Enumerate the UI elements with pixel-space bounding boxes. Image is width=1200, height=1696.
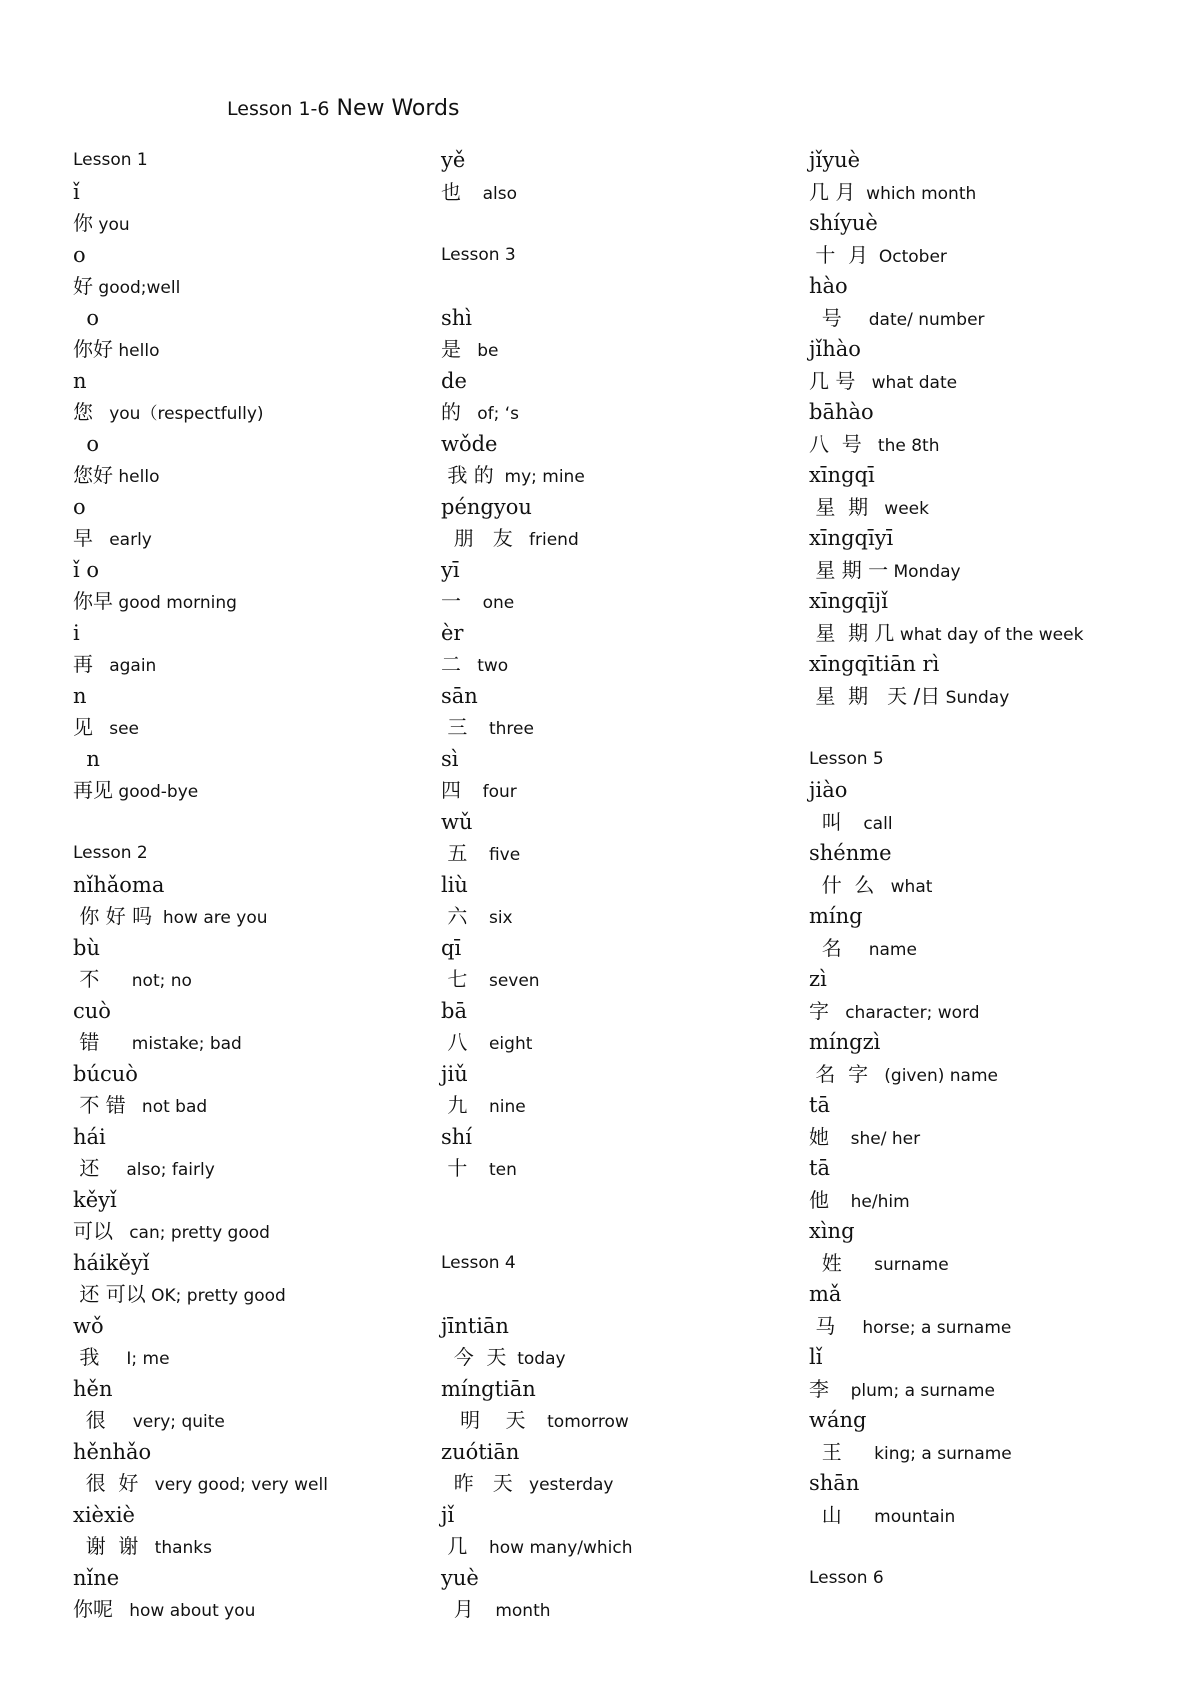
hanzi-text: 山 [809, 1502, 842, 1527]
pinyin-line: nǐne [73, 1565, 120, 1590]
vocab-column-3 [809, 145, 1083, 1594]
hanzi-text: 昨 天 [441, 1471, 513, 1495]
vocab-entry [809, 1311, 1083, 1343]
lesson-heading: Lesson 3 [441, 244, 516, 265]
vocab-entry [73, 1468, 328, 1500]
pinyin-line: de [441, 368, 467, 393]
pinyin-line: míngtiān [441, 1376, 536, 1401]
pinyin-line: mǎ [809, 1282, 842, 1306]
vocab-entry [441, 1027, 633, 1059]
hanzi-text: 可以 [73, 1219, 113, 1243]
pinyin-line: yě [441, 148, 466, 172]
pinyin-line: shénme [809, 841, 892, 865]
english-gloss: mountain [841, 1506, 956, 1527]
vocab-entry [73, 712, 328, 744]
hanzi-text: 月 [441, 1597, 474, 1621]
vocab-entry [809, 1059, 1083, 1091]
vocab-entry [441, 1342, 633, 1374]
vocab-entry [441, 1090, 633, 1122]
vocab-entry [441, 523, 633, 555]
english-gloss: very good; very well [138, 1475, 328, 1495]
hanzi-text: 还 [73, 1156, 100, 1180]
vocab-entry [73, 397, 328, 429]
pinyin-line: lǐ [809, 1345, 823, 1369]
vocab-entry [809, 618, 1083, 650]
hanzi-text: 朋 友 [441, 526, 513, 550]
hanzi-text: 明 天 [441, 1408, 526, 1432]
vocab-entry [73, 1027, 328, 1059]
vocab-entry [441, 334, 633, 366]
hanzi-text: 星 期 天 /日 [809, 683, 941, 708]
vocab-entry [809, 933, 1083, 965]
hanzi-text: 他 [809, 1187, 829, 1212]
vocab-entry [73, 649, 328, 681]
vocab-column-2 [441, 145, 633, 1626]
english-gloss: very; quite [105, 1412, 225, 1432]
vocab-entry [441, 964, 633, 996]
pinyin-line: o [73, 242, 86, 267]
english-gloss: you（respectfully) [93, 404, 264, 424]
hanzi-text: 几 月 [809, 179, 856, 204]
vocab-entry [809, 555, 1083, 587]
pinyin-line: hái [73, 1124, 106, 1149]
blank-line [441, 1216, 633, 1248]
pinyin-line: qī [441, 935, 462, 960]
vocab-entry [73, 1405, 328, 1437]
english-gloss: date/ number [841, 309, 985, 330]
hanzi-text: 再 [73, 652, 93, 676]
pinyin-line: èr [441, 620, 464, 645]
english-gloss: name [841, 939, 917, 960]
hanzi-text: 不 [73, 967, 100, 991]
english-gloss: how are you [152, 908, 268, 928]
pinyin-line: tā [809, 1156, 830, 1180]
hanzi-text: 星 期 几 [809, 620, 895, 645]
blank-line [441, 1279, 633, 1311]
english-gloss: can; pretty good [113, 1223, 270, 1243]
vocab-entry [73, 775, 328, 807]
vocab-entry [809, 1500, 1083, 1532]
english-gloss: hello [113, 467, 160, 487]
english-gloss: October [868, 246, 947, 267]
pinyin-line: o [73, 431, 99, 456]
english-gloss: mistake; bad [99, 1034, 242, 1054]
hanzi-text: 号 [809, 305, 842, 330]
hanzi-text: 四 [441, 778, 461, 802]
english-gloss: you [93, 215, 130, 235]
english-gloss: today [506, 1349, 566, 1369]
vocab-entry [73, 586, 328, 618]
pinyin-line: zì [809, 967, 827, 991]
hanzi-text: 星 期 [809, 494, 869, 519]
pinyin-line: jiǔ [441, 1061, 468, 1086]
english-gloss: see [93, 719, 139, 739]
vocab-entry [809, 1374, 1083, 1406]
pinyin-line: xièxiè [73, 1502, 135, 1527]
vocab-entry [73, 964, 328, 996]
hanzi-text: 很 好 [73, 1471, 139, 1495]
english-gloss: character; word [829, 1002, 980, 1023]
pinyin-line: háikěyǐ [73, 1250, 150, 1275]
vocab-entry [441, 586, 633, 618]
english-gloss: king; a surname [841, 1443, 1012, 1464]
blank-line [441, 208, 633, 240]
vocab-entry [73, 1216, 328, 1248]
hanzi-text: 还 可以 [73, 1282, 146, 1306]
english-gloss: how many/which [467, 1538, 633, 1558]
pinyin-line: sān [441, 683, 478, 708]
english-gloss: OK; pretty good [145, 1286, 286, 1306]
pinyin-line: hào [809, 274, 848, 298]
vocab-entry [809, 870, 1083, 902]
vocab-entry [809, 366, 1083, 398]
vocab-entry [441, 775, 633, 807]
hanzi-text: 姓 [809, 1250, 842, 1275]
hanzi-text: 今 天 [441, 1345, 507, 1369]
vocab-entry [809, 681, 1083, 713]
hanzi-text: 王 [809, 1439, 842, 1464]
english-gloss: month [473, 1601, 551, 1621]
page-title [227, 96, 459, 121]
title-lesson-range: Lesson 1-6 [227, 98, 330, 120]
hanzi-text: 九 [441, 1093, 468, 1117]
pinyin-line: shíyuè [809, 211, 878, 235]
vocab-entry [73, 208, 328, 240]
pinyin-line: hěn [73, 1376, 113, 1401]
english-gloss: five [467, 845, 521, 865]
pinyin-line: shì [441, 305, 473, 330]
lesson-heading: Lesson 2 [73, 843, 148, 863]
hanzi-text: 很 [73, 1408, 106, 1432]
pinyin-line: jīntiān [441, 1313, 509, 1338]
hanzi-text: 您好 [73, 463, 113, 487]
vocab-entry [441, 649, 633, 681]
pinyin-line: shí [441, 1124, 473, 1149]
hanzi-text: 我 [73, 1345, 100, 1369]
pinyin-line: nǐhǎoma [73, 872, 165, 897]
hanzi-text: 五 [441, 841, 468, 865]
pinyin-line: wǔ [441, 809, 473, 834]
vocab-entry [441, 1153, 633, 1185]
english-gloss: not bad [125, 1097, 208, 1117]
hanzi-text: 八 [441, 1030, 468, 1054]
english-gloss: the 8th [861, 435, 940, 456]
hanzi-text: 字 [809, 998, 829, 1023]
hanzi-text: 你 [73, 211, 93, 235]
english-gloss: good;well [93, 278, 181, 298]
blank-line [809, 712, 1083, 744]
english-gloss: horse; a surname [835, 1317, 1012, 1338]
vocab-entry [73, 1279, 328, 1311]
vocab-entry [441, 1531, 633, 1563]
english-gloss: my; mine [493, 467, 585, 487]
english-gloss: three [467, 719, 534, 739]
hanzi-text: 再见 [73, 778, 113, 802]
english-gloss: I; me [99, 1349, 170, 1369]
pinyin-line: bù [73, 935, 100, 960]
english-gloss: also [461, 183, 518, 204]
vocab-entry [441, 397, 633, 429]
hanzi-text: 什 么 [809, 872, 875, 897]
english-gloss: which month [855, 183, 977, 204]
pinyin-line: jǐyuè [809, 148, 861, 172]
pinyin-line: n [73, 368, 87, 393]
hanzi-text: 六 [441, 904, 468, 928]
vocab-entry [441, 712, 633, 744]
hanzi-text: 是 [441, 337, 461, 361]
vocab-entry [441, 901, 633, 933]
english-gloss: Sunday [940, 687, 1010, 708]
vocab-entry [809, 1185, 1083, 1217]
vocab-entry [73, 1153, 328, 1185]
lesson-heading: Lesson 6 [809, 1567, 884, 1588]
vocab-entry [809, 1122, 1083, 1154]
vocab-entry [809, 303, 1083, 335]
english-gloss: ten [467, 1160, 517, 1180]
blank-line [809, 1531, 1083, 1563]
hanzi-text: 一 [441, 589, 461, 613]
english-gloss: he/him [829, 1191, 910, 1212]
english-gloss: what [874, 876, 933, 897]
hanzi-text: 七 [441, 967, 468, 991]
pinyin-line: shān [809, 1471, 860, 1495]
pinyin-line: i [73, 620, 80, 645]
english-gloss: be [461, 341, 499, 361]
pinyin-line: liù [441, 872, 468, 897]
english-gloss: of; ‘s [461, 404, 519, 424]
english-gloss: she/ her [829, 1128, 921, 1149]
title-new-words: New Words [336, 96, 460, 121]
pinyin-line: zuótiān [441, 1439, 520, 1464]
pinyin-line: míngzì [809, 1030, 881, 1054]
lesson-heading: Lesson 5 [809, 748, 884, 769]
hanzi-text: 名 字 [809, 1061, 869, 1086]
english-gloss: thanks [138, 1538, 212, 1558]
hanzi-text: 你呢 [73, 1597, 113, 1621]
vocab-entry [809, 429, 1083, 461]
blank-line [441, 1185, 633, 1217]
english-gloss: good-bye [113, 782, 199, 802]
english-gloss: plum; a surname [829, 1380, 995, 1401]
pinyin-line: n [73, 683, 87, 708]
english-gloss: six [467, 908, 513, 928]
english-gloss: nine [467, 1097, 526, 1117]
pinyin-line: wáng [809, 1408, 867, 1432]
vocab-entry [441, 1594, 633, 1626]
hanzi-text: 我 的 [441, 463, 494, 487]
pinyin-line: jǐ [441, 1502, 455, 1527]
hanzi-text: 星 期 一 [809, 557, 889, 582]
hanzi-text: 你 好 吗 [73, 904, 153, 928]
pinyin-line: sì [441, 746, 459, 771]
vocab-entry [441, 460, 633, 492]
vocab-entry [809, 177, 1083, 209]
lesson-heading: Lesson 1 [73, 150, 148, 170]
english-gloss: eight [467, 1034, 533, 1054]
vocab-entry [441, 177, 633, 209]
pinyin-line: kěyǐ [73, 1187, 117, 1212]
pinyin-line: xīngqīyī [809, 526, 894, 550]
pinyin-line: xìng [809, 1219, 855, 1243]
hanzi-text: 好 [73, 274, 93, 298]
hanzi-text: 三 [441, 715, 468, 739]
hanzi-text: 谢 谢 [73, 1534, 139, 1558]
hanzi-text: 十 月 [809, 242, 869, 267]
vocab-entry [809, 807, 1083, 839]
hanzi-text: 不 错 [73, 1093, 126, 1117]
vocab-entry [809, 240, 1083, 272]
hanzi-text: 您 [73, 400, 93, 424]
english-gloss: call [841, 813, 893, 834]
vocab-entry [441, 838, 633, 870]
hanzi-text: 马 [809, 1313, 836, 1338]
hanzi-text: 错 [73, 1030, 100, 1054]
hanzi-text: 几 [441, 1534, 468, 1558]
english-gloss: what date [855, 372, 958, 393]
hanzi-text: 叫 [809, 809, 842, 834]
english-gloss: again [93, 656, 157, 676]
pinyin-line: bā [441, 998, 467, 1023]
english-gloss: how about you [113, 1601, 256, 1621]
english-gloss: not; no [99, 971, 192, 991]
vocab-entry [73, 1594, 328, 1626]
pinyin-line: bāhào [809, 400, 874, 424]
vocab-entry [73, 334, 328, 366]
english-gloss: yesterday [512, 1475, 614, 1495]
vocab-entry [809, 1437, 1083, 1469]
hanzi-text: 的 [441, 400, 461, 424]
english-gloss: early [93, 530, 152, 550]
hanzi-text: 早 [73, 526, 93, 550]
blank-line [73, 807, 328, 839]
vocab-column-1 [73, 145, 328, 1626]
english-gloss: seven [467, 971, 540, 991]
pinyin-line: míng [809, 904, 863, 928]
pinyin-line: xīngqītiān rì [809, 652, 940, 676]
hanzi-text: 见 [73, 715, 93, 739]
hanzi-text: 你好 [73, 337, 113, 361]
vocab-entry [809, 996, 1083, 1028]
english-gloss: surname [841, 1254, 949, 1275]
vocab-entry [441, 1468, 633, 1500]
english-gloss: also; fairly [99, 1160, 215, 1180]
pinyin-line: yī [441, 557, 460, 582]
hanzi-text: 你早 [73, 589, 113, 613]
english-gloss: what day of the week [894, 624, 1084, 645]
hanzi-text: 名 [809, 935, 842, 960]
english-gloss: friend [512, 530, 579, 550]
pinyin-line: jǐhào [809, 337, 861, 361]
vocab-entry [441, 1405, 633, 1437]
blank-line [441, 271, 633, 303]
pinyin-line: tā [809, 1093, 830, 1117]
vocab-entry [73, 523, 328, 555]
vocab-entry [73, 271, 328, 303]
hanzi-text: 十 [441, 1156, 468, 1180]
english-gloss: tomorrow [525, 1412, 629, 1432]
english-gloss: two [461, 656, 509, 676]
hanzi-text: 二 [441, 652, 461, 676]
pinyin-line: xīngqī [809, 463, 875, 487]
english-gloss: one [461, 593, 515, 613]
hanzi-text: 也 [441, 179, 461, 204]
vocab-entry [809, 492, 1083, 524]
english-gloss: Monday [888, 561, 961, 582]
hanzi-text: 她 [809, 1124, 829, 1149]
vocab-entry [809, 1248, 1083, 1280]
pinyin-line: hěnhǎo [73, 1439, 152, 1464]
english-gloss: good morning [113, 593, 237, 613]
pinyin-line: ǐ o [73, 557, 100, 582]
english-gloss: week [868, 498, 929, 519]
english-gloss: hello [113, 341, 160, 361]
pinyin-line: n [73, 746, 100, 771]
pinyin-line: jiào [809, 778, 848, 802]
pinyin-line: wǒde [441, 431, 498, 456]
pinyin-line: o [73, 494, 86, 519]
vocab-entry [73, 1342, 328, 1374]
hanzi-text: 几 号 [809, 368, 856, 393]
hanzi-text: 李 [809, 1376, 829, 1401]
english-gloss: four [461, 782, 517, 802]
hanzi-text: 八 号 [809, 431, 862, 456]
vocab-entry [73, 460, 328, 492]
pinyin-line: cuò [73, 998, 111, 1023]
pinyin-line: yuè [441, 1565, 479, 1590]
pinyin-line: o [73, 305, 99, 330]
pinyin-line: péngyou [441, 494, 532, 519]
pinyin-line: búcuò [73, 1061, 138, 1086]
vocab-entry [73, 1531, 328, 1563]
vocab-entry [73, 901, 328, 933]
pinyin-line: xīngqījǐ [809, 589, 888, 613]
vocab-entry [73, 1090, 328, 1122]
lesson-heading: Lesson 4 [441, 1252, 516, 1273]
english-gloss: (given) name [868, 1065, 998, 1086]
pinyin-line: wǒ [73, 1313, 104, 1338]
pinyin-line: ǐ [73, 179, 80, 204]
